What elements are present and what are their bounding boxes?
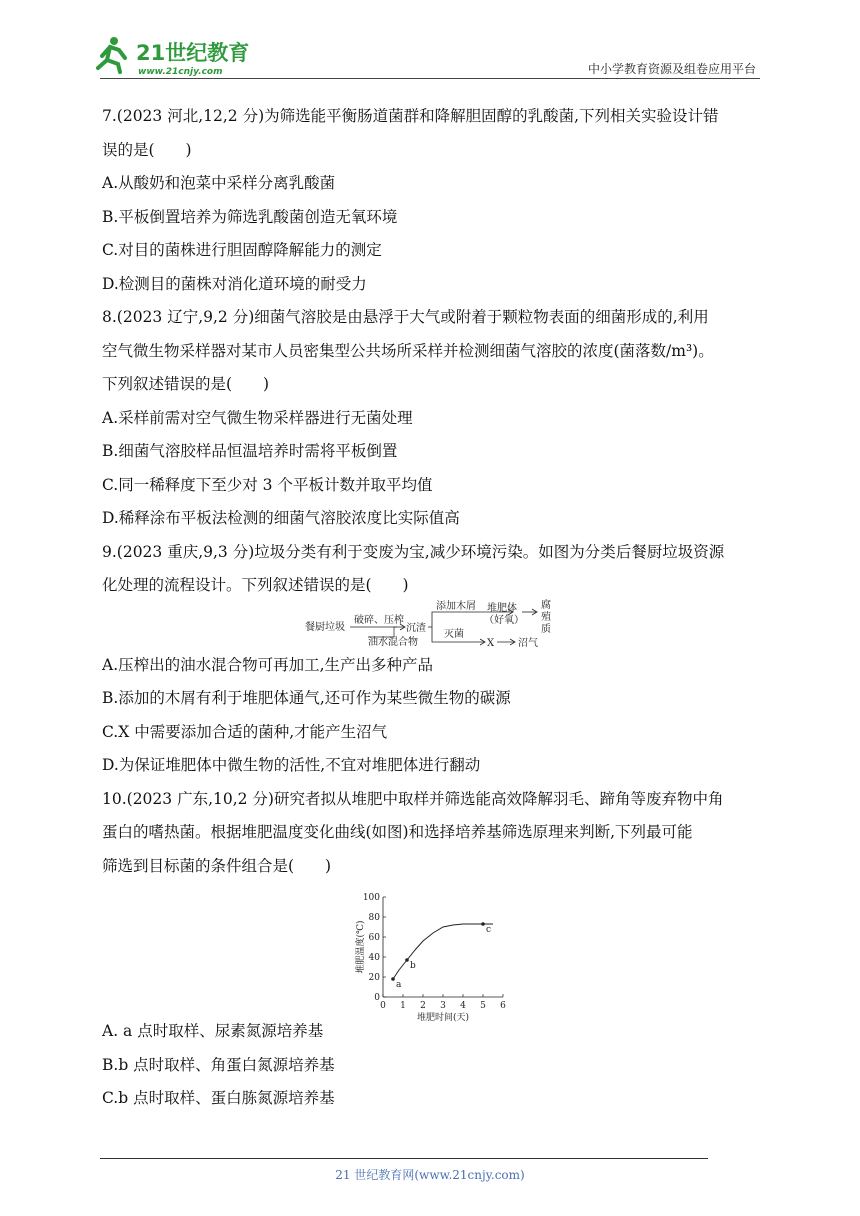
x-tick-label: 3 bbox=[440, 1001, 446, 1011]
y-axis-label: 堆肥温度(℃) bbox=[356, 920, 366, 974]
q10-option-a: A. a 点时取样、尿素氮源培养基 bbox=[102, 1022, 324, 1040]
q8-option-d: D.稀释涂布平板法检测的细菌气溶胶浓度比实际值高 bbox=[102, 509, 460, 527]
q10-option-b: B.b 点时取样、角蛋白氮源培养基 bbox=[102, 1055, 335, 1074]
q10-stem-line2: 蛋白的嗜热菌。根据堆肥温度变化曲线(如图)和选择培养基筛选原理来判断,下列最可能 bbox=[102, 823, 693, 841]
x-tick-label: 4 bbox=[460, 1001, 466, 1011]
flow-humus-3: 质 bbox=[541, 623, 551, 635]
logo-subtext: www.21cnjy.com bbox=[138, 67, 223, 77]
flow-crush-press: 破碎、压榨 bbox=[354, 614, 404, 626]
y-tick-label: 80 bbox=[368, 913, 380, 923]
x-tick-label: 6 bbox=[500, 1001, 506, 1011]
flow-add-sawdust: 添加木屑 bbox=[436, 600, 476, 612]
y-tick-label: 0 bbox=[374, 993, 380, 1003]
x-tick-label: 0 bbox=[380, 1001, 386, 1011]
flow-humus-2: 殖 bbox=[541, 611, 551, 623]
q9-stem-line1: 9.(2023 重庆,9,3 分)垃圾分类有利于变废为宝,减少环境污染。如图为分类后餐厨垃圾资源 bbox=[102, 542, 725, 561]
point-a bbox=[391, 977, 395, 981]
flow-sediment: 沉渣 bbox=[406, 622, 426, 634]
header-divider bbox=[100, 78, 760, 79]
q8-stem-line2: 空气微生物采样器对某市人员密集型公共场所采样并检测细菌气溶胶的浓度(菌落数/m³)。 bbox=[102, 341, 714, 360]
x-tick-label: 5 bbox=[480, 1001, 486, 1011]
q10-option-c: C.b 点时取样、蛋白胨氮源培养基 bbox=[102, 1089, 335, 1107]
point-c bbox=[481, 922, 485, 926]
footer-divider bbox=[100, 1158, 708, 1159]
q7-option-c: C.对目的菌株进行胆固醇降解能力的测定 bbox=[102, 241, 382, 259]
x-tick-label: 2 bbox=[420, 1001, 426, 1011]
logo-text: 21世纪教育 bbox=[136, 41, 250, 65]
flow-kitchen-waste: 餐厨垃圾 bbox=[305, 621, 345, 633]
flow-sterilize: 灭菌 bbox=[444, 628, 464, 640]
page-header bbox=[0, 0, 860, 80]
q9-option-a: A.压榨出的油水混合物可再加工,生产出多种产品 bbox=[102, 655, 434, 674]
compost-temperature-chart bbox=[102, 883, 762, 1023]
y-tick-label: 20 bbox=[368, 973, 380, 983]
point-label-a: a bbox=[396, 980, 402, 990]
q8-option-b: B.细菌气溶胶样品恒温培养时需将平板倒置 bbox=[102, 442, 398, 460]
q7-stem-line1: 7.(2023 河北,12,2 分)为筛选能平衡肠道菌群和降解胆固醇的乳酸菌,下列相关实验设计错 bbox=[102, 107, 719, 125]
point-label-b: b bbox=[410, 961, 416, 971]
q9-option-d: D.为保证堆肥体中微生物的活性,不宜对堆肥体进行翻动 bbox=[102, 756, 481, 774]
y-tick-label: 40 bbox=[368, 953, 380, 963]
flow-humus-1: 腐 bbox=[541, 599, 551, 611]
q8-stem-line1: 8.(2023 辽宁,9,2 分)细菌气溶胶是由悬浮于大气或附着于颗粒物表面的细菌形成的,利用 bbox=[102, 308, 709, 326]
footer-text: 21 世纪教育网(www.21cnjy.com) bbox=[335, 1168, 525, 1182]
q9-stem-line2: 化处理的流程设计。下列叙述错误的是( ) bbox=[102, 576, 409, 594]
q10-stem-line3: 筛选到目标菌的条件组合是( ) bbox=[102, 856, 332, 875]
flow-x: X bbox=[487, 637, 495, 649]
q7-option-b: B.平板倒置培养为筛选乳酸菌创造无氧环境 bbox=[102, 207, 398, 226]
q8-option-a: A.采样前需对空气微生物采样器进行无菌处理 bbox=[102, 408, 413, 427]
x-axis-label: 堆肥时间(天) bbox=[416, 1013, 470, 1023]
q10-stem-line1: 10.(2023 广东,10,2 分)研究者拟从堆肥中取样并筛选能高效降解羽毛、蹄角等废弃物中角 bbox=[102, 789, 724, 808]
q7-stem-line2: 误的是( ) bbox=[102, 140, 192, 159]
point-label-c: c bbox=[486, 925, 492, 935]
question-content bbox=[102, 100, 762, 1116]
y-tick-label: 100 bbox=[362, 893, 380, 903]
waste-flow-diagram bbox=[102, 599, 762, 649]
point-b bbox=[405, 958, 409, 962]
site-logo bbox=[92, 34, 262, 78]
q8-option-c: C.同一稀释度下至少对 3 个平板计数并取平均值 bbox=[102, 475, 433, 494]
q7-option-a: A.从酸奶和泡菜中采样分离乳酸菌 bbox=[102, 174, 336, 192]
flow-oil-water-mix: 油水混合物 bbox=[368, 636, 418, 648]
flow-biogas: 沼气 bbox=[518, 637, 538, 649]
x-tick-label: 1 bbox=[400, 1001, 406, 1011]
header-platform-name: 中小学教育资源及组卷应用平台 bbox=[587, 62, 756, 76]
q7-option-d: D.检测目的菌株对消化道环境的耐受力 bbox=[102, 274, 367, 293]
runner-icon bbox=[98, 37, 125, 72]
q8-stem-line3: 下列叙述错误的是( ) bbox=[102, 375, 270, 393]
q9-option-c: C.X 中需要添加合适的菌种,才能产生沼气 bbox=[102, 722, 388, 741]
y-tick-label: 60 bbox=[368, 933, 380, 943]
temperature-curve bbox=[393, 924, 493, 979]
flow-compost: 堆肥体 bbox=[487, 602, 517, 614]
flow-aerobic: （好氧） bbox=[484, 614, 524, 626]
q9-option-b: B.添加的木屑有利于堆肥体通气,还可作为某些微生物的碳源 bbox=[102, 689, 511, 707]
